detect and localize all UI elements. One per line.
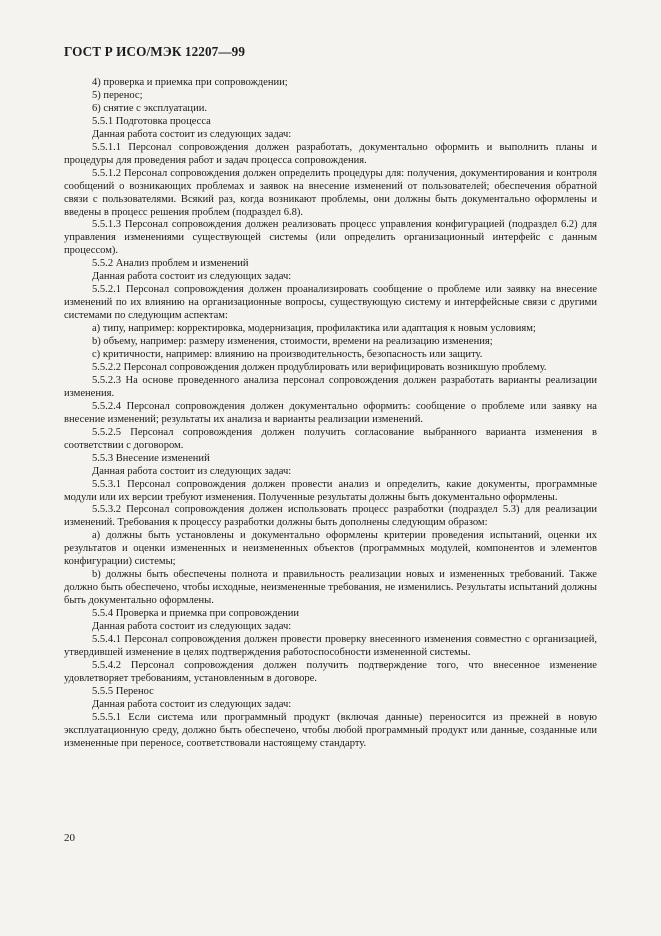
paragraph: 5.5.2.2 Персонал сопровождения должен продублировать или верифицировать возникшую проблему. <box>92 361 547 373</box>
paragraph: Данная работа состоит из следующих задач: <box>92 128 292 140</box>
paragraph: Данная работа состоит из следующих задач: <box>92 621 292 633</box>
paragraph: 5.5.2.4 Персонал сопровождения должен документально оформить: сообщение о проблеме или заявку на внесение изменений; результаты их анализа и варианты реализации изменений. <box>64 400 597 425</box>
paragraph: 5.5.4.2 Персонал сопровождения должен получить подтверждение того, что внесенное изменение удовлетворяет требованиям, установленным в договоре. <box>64 659 597 684</box>
paragraph: 5.5.2.5 Персонал сопровождения должен получить согласование выбранного варианта изменения в соответствии с договором. <box>64 426 597 451</box>
paragraph: 5.5.1.1 Персонал сопровождения должен разработать, документально оформить и выполнить планы и процедуры для проведения работ и задач процесса сопровождения. <box>64 141 597 166</box>
paragraph: Данная работа состоит из следующих задач: <box>92 698 292 710</box>
section-heading: 5.5.2 Анализ проблем и изменений <box>92 258 249 270</box>
paragraph: 5.5.3.2 Персонал сопровождения должен использовать процесс разработки (подраздел 5.3) для реализации изменений. Требования к процессу разработки должны быть дополнены следующим образом: <box>64 504 597 529</box>
page-header: ГОСТ Р ИСО/МЭК 12207—99 <box>64 44 246 59</box>
section-heading: 5.5.5 Перенос <box>92 685 154 697</box>
paragraph: 6) снятие с эксплуатации. <box>92 102 207 114</box>
paragraph: 4) проверка и приемка при сопровождении; <box>92 77 288 88</box>
page-number: 20 <box>64 832 75 844</box>
list-item: c) критичности, например: влиянию на производительность, безопасность или защиту. <box>92 349 483 361</box>
section-heading: 5.5.3 Внесение изменений <box>92 452 210 464</box>
list-item: b) объему, например: размеру изменения, стоимости, времени на реализацию изменения; <box>92 336 493 348</box>
paragraph: 5.5.3.1 Персонал сопровождения должен провести анализ и определить, какие документы, программные модули или их версии требуют изменения. Полученные результаты должны быть документально оформлены. <box>64 478 597 503</box>
paragraph: 5.5.2.1 Персонал сопровождения должен проанализировать сообщение о проблеме или заявку на внесение изменений по их влиянию на организационные вопросы, существующую систему и интерфейсные связи с другими системами по следующим аспектам: <box>64 284 597 322</box>
list-item: а) должны быть установлены и документально оформлены критерии проведения испытаний, оценки их результатов и оценки измененных и неизмененных объектов (программных модулей, компонентов и элементов конфигурации) системы; <box>64 530 597 568</box>
paragraph: 5.5.1.2 Персонал сопровождения должен определить процедуры для: получения, документирования и контроля сообщений о возникающих проблемах и заявок на внесение изменений от пользователей; обеспечения обратной связи с пользователями. Всякий раз, когда возникают проблемы, они должны быть документально оформлены и введены в процесс решения проблем (подраздел 6.8). <box>64 167 597 218</box>
paragraph: Данная работа состоит из следующих задач: <box>92 465 292 477</box>
paragraph: 5.5.1.3 Персонал сопровождения должен реализовать процесс управления конфигурацией (подраздел 6.2) для управления изменениями существующей системы (или определить организационный интерфейс с данным процессом). <box>64 219 597 257</box>
document-body <box>64 77 597 751</box>
paragraph: 5.5.5.1 Если система или программный продукт (включая данные) переносится из прежней в новую эксплуатационную среду, должно быть обеспечено, чтобы любой программный продукт или данные, созданные или измененные при переносе, соответствовали настоящему стандарту. <box>64 711 597 749</box>
paragraph: Данная работа состоит из следующих задач: <box>92 271 292 283</box>
section-heading: 5.5.4 Проверка и приемка при сопровождении <box>92 608 300 620</box>
paragraph: 5) перенос; <box>92 89 143 101</box>
list-item: а) типу, например: корректировка, модернизация, профилактика или адаптация к новым условиям; <box>92 323 536 335</box>
list-item: b) должны быть обеспечены полнота и правильность реализации новых и измененных требований. Также должно быть обеспечено, чтобы исходные, неизмененные требования, не изменились. Результаты испытаний должны быть документально оформлены. <box>64 569 597 607</box>
section-heading: 5.5.1 Подготовка процесса <box>92 115 211 127</box>
paragraph: 5.5.2.3 На основе проведенного анализа персонал сопровождения должен разработать варианты реализации изменения. <box>64 374 597 399</box>
paragraph: 5.5.4.1 Персонал сопровождения должен провести проверку внесенного изменения совместно с организацией, утвердившей изменение в целях подтверждения работоспособности измененной системы. <box>64 633 597 658</box>
